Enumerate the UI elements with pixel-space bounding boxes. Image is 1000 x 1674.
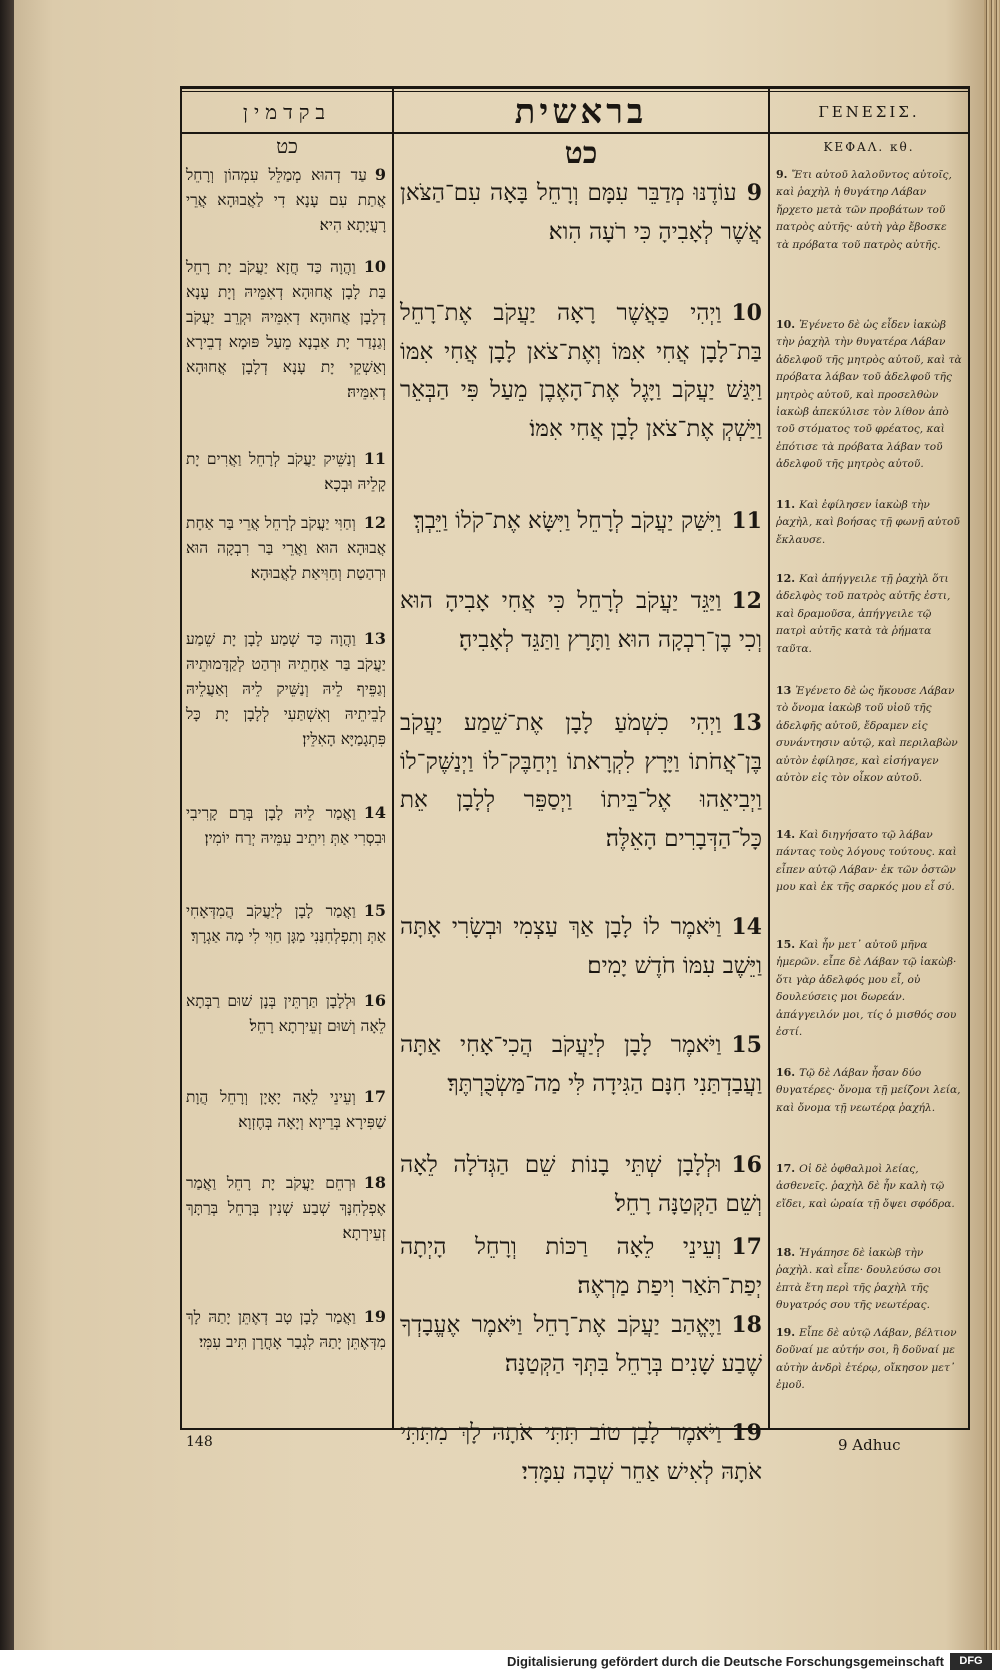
verse-text: Καὶ διηγήσατο τῷ λάβαν πάντας τοὺς λόγους τούτους. καὶ εἶπεν αὐτῷ Λάβαν· ἐκ τῶν ὀστῶν μου καὶ ἐκ τῆς σαρκός μου εἶ σύ.: [776, 829, 957, 894]
verse-number: 9.: [776, 168, 788, 181]
targum-verse-17: [186, 1084, 386, 1135]
hebrew-verse-14: [400, 908, 762, 985]
hebrew-verse-18: [400, 1306, 762, 1383]
verse-text: וַיַּגֵּד יַעֲקֹב לְרָחֵל כִּי אֲחִי אָבִיהָ הוּא וְכִי בֶן־רִבְקָה הוּא וַתָּרָץ וַתַּגֵּד לְאָבִיהָ׃: [400, 588, 762, 653]
greek-verse-10: [776, 316, 962, 474]
verse-text: וַהֲוָה כַּד חֲזָא יַעֲקֹב יָת רָחֵל בַּת לָבָן אֲחוּהָא דְאִמֵּיהּ וְיָת עָנָא דְלָבָן אֲחוּהָא דְאִמֵּיהּ וּקְרֵב יַעֲקֹב וְגַנְדַר יָת אַבְנָא מֵעַל פּוּמָא דְבֵירָא וְאַשְׁקֵי יָת עָנָא דְלָבָן אֲחוּהָא דְאִמֵּיהּ׃: [186, 258, 386, 401]
verse-text: Ἐγένετο δὲ ὡς ἤκουσε Λάβαν τὸ ὄνομα ἰακὼβ τοῦ υἱοῦ τῆς ἀδελφῆς αὐτοῦ, ἔδραμεν εἰς συνάντησιν αὐτῷ, καὶ περιλαβὼν αὐτὸν ἐφίλησε, καὶ εἰσήγαγεν αὐτὸν εἰς τὸν οἶκον αὐτοῦ.: [776, 685, 958, 785]
verse-text: עַד דְהוּא מְמַלֵּל עִמְהוֹן וְרָחֵל אֲתַת עִם עָנָא דִי לַאֲבוּהָא אֲרֵי רָעֲיָתָא הִיא׃: [186, 166, 386, 234]
header-rule-middle: [394, 132, 768, 134]
verse-number: 15: [363, 901, 386, 920]
verse-number: 9: [374, 165, 386, 184]
book-gutter: [0, 0, 14, 1674]
verse-text: וַיֹּאמֶר לוֹ לָבָן אַךְ עַצְמִי וּבְשָׂרִי אָתָּה וַיֵּשֶׁב עִמּוֹ חֹדֶשׁ יָמִים׃: [400, 914, 762, 979]
greek-header: ΓΕΝΕΣΙΣ.: [818, 103, 920, 121]
verse-number: 9: [746, 180, 762, 206]
verse-text: וַיְהִי כִשְׁמֹעַ לָבָן אֶת־שֵׁמַע יַעֲקֹב בֶּן־אֲחֹתוֹ וַיָּרָץ לִקְרָאתוֹ וַיְחַבֶּק־לוֹ וַיְנַשֶּׁק־לוֹ וַיְבִיאֵהוּ אֶל־בֵּיתוֹ וַיְסַפֵּר לְלָבָן אֵת כָּל־הַדְּבָרִים הָאֵלֶּה׃: [400, 710, 762, 852]
header-rule-right: [770, 132, 968, 134]
verse-number: 13: [363, 629, 386, 648]
hebrew-verse-17: [400, 1228, 762, 1305]
verse-text: וּלְלָבָן תַּרְתֵּין בְּנָן שׁוּם רַבְּתָא לֵאָה וְשׁוּם זְעֵירְתָא רָחֵל׃: [186, 992, 386, 1035]
targum-verse-12: [186, 510, 386, 586]
verse-number: 19: [363, 1307, 386, 1326]
verse-number: 11.: [776, 498, 796, 511]
verse-text: וְעֵינֵי לֵאָה יָאָיָן וְרָחֵל הֲוָת שַׁפִּירָא בְּרֵיוָא וְיָאָה בְּחֶזְוָא׃: [186, 1088, 386, 1131]
hebrew-verse-12: [400, 582, 762, 659]
verse-number: 12.: [776, 572, 796, 585]
targum-chapter-heading: כט: [276, 134, 298, 158]
verse-number: 17: [363, 1087, 386, 1106]
catchword: 9 Adhuc: [838, 1436, 901, 1454]
greek-verse-9: [776, 166, 962, 254]
verse-text: וַיֹּאמֶר לָבָן טוֹב תִּתִּי אֹתָהּ לָךְ מִתִּתִּי אֹתָהּ לְאִישׁ אַחֵר שְׁבָה עִמָּדִי׃: [400, 1420, 762, 1485]
verse-number: 16: [363, 991, 386, 1010]
page-number: 148: [186, 1434, 213, 1450]
hebrew-header: בראשית: [514, 92, 648, 132]
frame-right-rule: [968, 86, 970, 1430]
hebrew-verse-10: [400, 294, 762, 448]
targum-verse-19: [186, 1304, 386, 1355]
targum-verse-14: [186, 800, 386, 851]
greek-verse-19: [776, 1324, 962, 1395]
verse-number: 14: [731, 914, 762, 940]
greek-verse-12: [776, 570, 962, 658]
verse-number: 15: [731, 1032, 762, 1058]
greek-verse-17: [776, 1160, 962, 1213]
verse-text: וַאֲמַר לָבָן טָב דְאֶתֵּן יָתַהּ לָךְ מִדְּאֶתֵּן יָתַהּ לִגְבַר אָחֳרָן תִּיב עִמִּי׃: [186, 1308, 386, 1351]
verse-number: 10.: [776, 318, 796, 331]
verse-number: 14: [363, 803, 386, 822]
hebrew-verse-19: [400, 1414, 762, 1491]
hebrew-verse-9: [400, 174, 762, 251]
column-divider-right: [768, 86, 770, 1430]
digitization-footer: [0, 1650, 1000, 1674]
verse-text: עוֹדֶנּוּ מְדַבֵּר עִמָּם וְרָחֵל בָּאָה עִם־הַצֹּאן אֲשֶׁר לְאָבִיהָ כִּי רֹעָה הִוא׃: [400, 180, 762, 245]
verse-number: 16.: [776, 1066, 796, 1079]
verse-number: 11: [731, 508, 762, 534]
verse-number: 12: [731, 588, 762, 614]
greek-verse-15: [776, 936, 962, 1041]
verse-number: 18: [363, 1173, 386, 1192]
dfg-logo: DFG: [950, 1653, 992, 1670]
verse-text: Ἔτι αὐτοῦ λαλοῦντος αὐτοῖς, καὶ ῥαχὴλ ἡ θυγάτηρ Λάβαν ἤρχετο μετὰ τῶν προβάτων τοῦ πατρὸς αὐτῆς· αὐτὴ γὰρ ἔβοσκε τὰ πρόβατα τοῦ πατρὸς αὐτῆς.: [776, 169, 952, 251]
verse-text: וְנַשֵּׁיק יַעֲקֹב לְרָחֵל וַאֲרִים יָת קָלֵיהּ וּבְכָא׃: [186, 450, 386, 493]
targum-verse-15: [186, 898, 386, 949]
targum-verse-10: [186, 254, 386, 405]
greek-verse-11: [776, 496, 962, 549]
verse-number: 19.: [776, 1326, 796, 1339]
frame-left-rule: [180, 86, 182, 1430]
verse-number: 11: [363, 449, 386, 468]
verse-number: 13: [731, 710, 762, 736]
targum-verse-16: [186, 988, 386, 1039]
greek-chapter-heading: ΚΕΦΑΛ. κθ.: [823, 140, 915, 154]
verse-text: Καὶ ἐφίλησεν ἰακὼβ τὴν ῥαχὴλ, καὶ βοήσας τῇ φωνῇ αὐτοῦ ἔκλαυσε.: [776, 499, 960, 546]
verse-text: Εἶπε δὲ αὐτῷ Λάβαν, βέλτιον δοῦναί με αὐτήν σοι, ἢ δοῦναί με αὐτὴν ἀνδρὶ ἑτέρῳ, οἴκησον μετ᾿ ἐμοῦ.: [776, 1327, 957, 1392]
verse-text: וְחַוִּי יַעֲקֹב לְרָחֵל אֲרֵי בַּר אַחָת אֲבוּהָא הוּא וַאֲרֵי בַּר רִבְקָה הוּא וּרְהַטַת וְחַוִּיאַת לַאֲבוּהָא׃: [186, 514, 386, 582]
greek-verse-18: [776, 1244, 962, 1315]
verse-text: וּרְחֵם יַעֲקֹב יָת רָחֵל וַאֲמַר אֶפְלְחִנָּךְ שְׁבַע שְׁנִין בְּרָחֵל בְּרַתָּךְ זְעֵירְתָא׃: [186, 1174, 386, 1242]
verse-number: 13: [776, 684, 792, 697]
verse-number: 14.: [776, 828, 796, 841]
verse-number: 18: [731, 1312, 762, 1338]
verse-text: וַאֲמַר לָבָן לְיַעֲקֹב הֲמִדְּאָחִי אַתְּ וְתִפְלְחִנַּנִי מַגָּן חַוִּי לִי מָה אַגְרָךְ׃: [186, 902, 386, 945]
verse-number: 18.: [776, 1246, 796, 1259]
verse-text: וַיִּשַּׁק יַעֲקֹב לְרָחֵל וַיִּשָּׂא אֶת־קֹלוֹ וַיֵּבְךְּ׃: [413, 508, 722, 534]
targum-header: בקדמין: [242, 100, 332, 124]
hebrew-verse-16: [400, 1146, 762, 1223]
verse-text: Ἠγάπησε δὲ ἰακὼβ τὴν ῥαχὴλ. καὶ εἶπε· δουλεύσω σοι ἑπτὰ ἔτη περὶ τῆς ῥαχὴλ τῆς θυγατρός σου τῆς νεωτέρας.: [776, 1247, 942, 1312]
hebrew-verse-13: [400, 704, 762, 858]
page-edges: [984, 0, 1000, 1650]
verse-text: Καὶ ἦν μετ᾿ αὐτοῦ μῆνα ἡμερῶν. εἶπε δὲ Λάβαν τῷ ἰακὼβ· ὅτι γὰρ ἀδελφός μου εἶ, οὐ δουλεύσεις μοι δωρεάν. ἀπάγγειλόν μοι, τίς ὁ μισθός σου ἐστί.: [776, 939, 957, 1039]
verse-number: 12: [363, 513, 386, 532]
targum-verse-9: [186, 162, 386, 238]
verse-text: Τῷ δὲ Λάβαν ἦσαν δύο θυγατέρες· ὄνομα τῇ μείζονι λεία, καὶ ὄνομα τῇ νεωτέρᾳ ῥαχήλ.: [776, 1067, 961, 1114]
targum-verse-18: [186, 1170, 386, 1246]
column-divider-left: [392, 86, 394, 1430]
verse-text: Ἐγένετο δὲ ὡς εἶδεν ἰακὼβ τὴν ῥαχὴλ τὴν θυγατέρα Λάβαν ἀδελφοῦ τῆς μητρὸς αὐτοῦ, καὶ τὰ πρόβατα λάβαν τοῦ ἀδελφοῦ τῆς μητρὸς αὐτοῦ, καὶ προσελθὼν ἰακὼβ ἀπεκύλισε τὸν λίθον ἀπὸ τοῦ στόματος τοῦ φρέατος, καὶ ἐπότισε τὰ πρόβατα λάβαν τοῦ ἀδελφοῦ τῆς μητρὸς αὐτοῦ.: [776, 319, 962, 471]
hebrew-verse-15: [400, 1026, 762, 1103]
verse-text: וַיֹּאמֶר לָבָן לְיַעֲקֹב הֲכִי־אָחִי אַתָּה וַעֲבַדְתַּנִי חִנָּם הַגִּידָה לִּי מַה־מַּשְׂכֻּרְתֶּךָ׃: [400, 1032, 762, 1097]
targum-verse-13: [186, 626, 386, 752]
hebrew-chapter-heading: כט: [564, 136, 598, 171]
verse-text: וַיְהִי כַּאֲשֶׁר רָאָה יַעֲקֹב אֶת־רָחֵל בַּת־לָבָן אֲחִי אִמּוֹ וְאֶת־צֹאן לָבָן אֲחִי אִמּוֹ וַיִּגַּשׁ יַעֲקֹב וַיָּגֶל אֶת־הָאֶבֶן מֵעַל פִּי הַבְּאֵר וַיַּשְׁקְ אֶת־צֹאן לָבָן אֲחִי אִמּוֹ׃: [400, 300, 762, 442]
hebrew-verse-11: [400, 502, 762, 541]
verse-number: 10: [363, 257, 386, 276]
verse-text: וַאֲמַר לֵיהּ לָבָן בְּרַם קָרִיבִי וּבִסְרִי אַתְּ וִיתֵיב עִמֵּיהּ יְרַח יוֹמִין׃: [186, 804, 386, 847]
greek-verse-14: [776, 826, 962, 897]
verse-number: 17: [731, 1234, 762, 1260]
verse-number: 15.: [776, 938, 796, 951]
verse-number: 10: [731, 300, 762, 326]
greek-verse-16: [776, 1064, 962, 1117]
verse-number: 17.: [776, 1162, 796, 1175]
verse-number: 16: [731, 1152, 762, 1178]
verse-text: Καὶ ἀπήγγειλε τῇ ῥαχὴλ ὅτι ἀδελφὸς τοῦ πατρὸς αὐτῆς ἐστι, καὶ δραμοῦσα, ἀπήγγειλε τῷ πατρὶ αὐτῆς κατὰ τὰ ῥήματα ταῦτα.: [776, 573, 951, 655]
verse-text: וַיֶּאֱהַב יַעֲקֹב אֶת־רָחֵל וַיֹּאמֶר אֶעֱבָדְךָ שֶׁבַע שָׁנִים בְּרָחֵל בִּתְּךָ הַקְּטַנָּה׃: [400, 1312, 762, 1377]
verse-text: וּלְלָבָן שְׁתֵּי בָנוֹת שֵׁם הַגְּדֹלָה לֵאָה וְשֵׁם הַקְּטַנָּה רָחֵל׃: [400, 1152, 762, 1217]
verse-text: וְעֵינֵי לֵאָה רַכּוֹת וְרָחֵל הָיְתָה יְפַת־תֹּאַר וִיפַת מַרְאֶה׃: [400, 1234, 762, 1299]
verse-text: Οἱ δὲ ὀφθαλμοὶ λείας, ἀσθενεῖς. ῥαχὴλ δὲ ἦν καλὴ τῷ εἴδει, καὶ ὡραία τῇ ὄψει σφόδρα.: [776, 1163, 955, 1210]
footer-credit: Digitalisierung gefördert durch die Deutsche Forschungsgemeinschaft: [506, 1654, 944, 1669]
verse-text: וַהֲוָה כַּד שְׁמַע לָבָן יָת שֵׁמַע יַעֲקֹב בַּר אַחָתֵיהּ וּרְהַט לְקַדָּמוּתֵיהּ וְגַפֵּיף לֵיהּ וְנַשֵּׁיק לֵיהּ וְאַעֲלֵיהּ לְבֵיתֵיהּ וְאִשְׁתַּעִי לְלָבָן יָת כָּל פִּתְגָמַיָּא הָאִלֵּין׃: [186, 630, 386, 748]
targum-verse-11: [186, 446, 386, 497]
greek-verse-13: [776, 682, 962, 787]
frame-top-rule: [180, 86, 970, 89]
verse-number: 19: [731, 1420, 762, 1446]
